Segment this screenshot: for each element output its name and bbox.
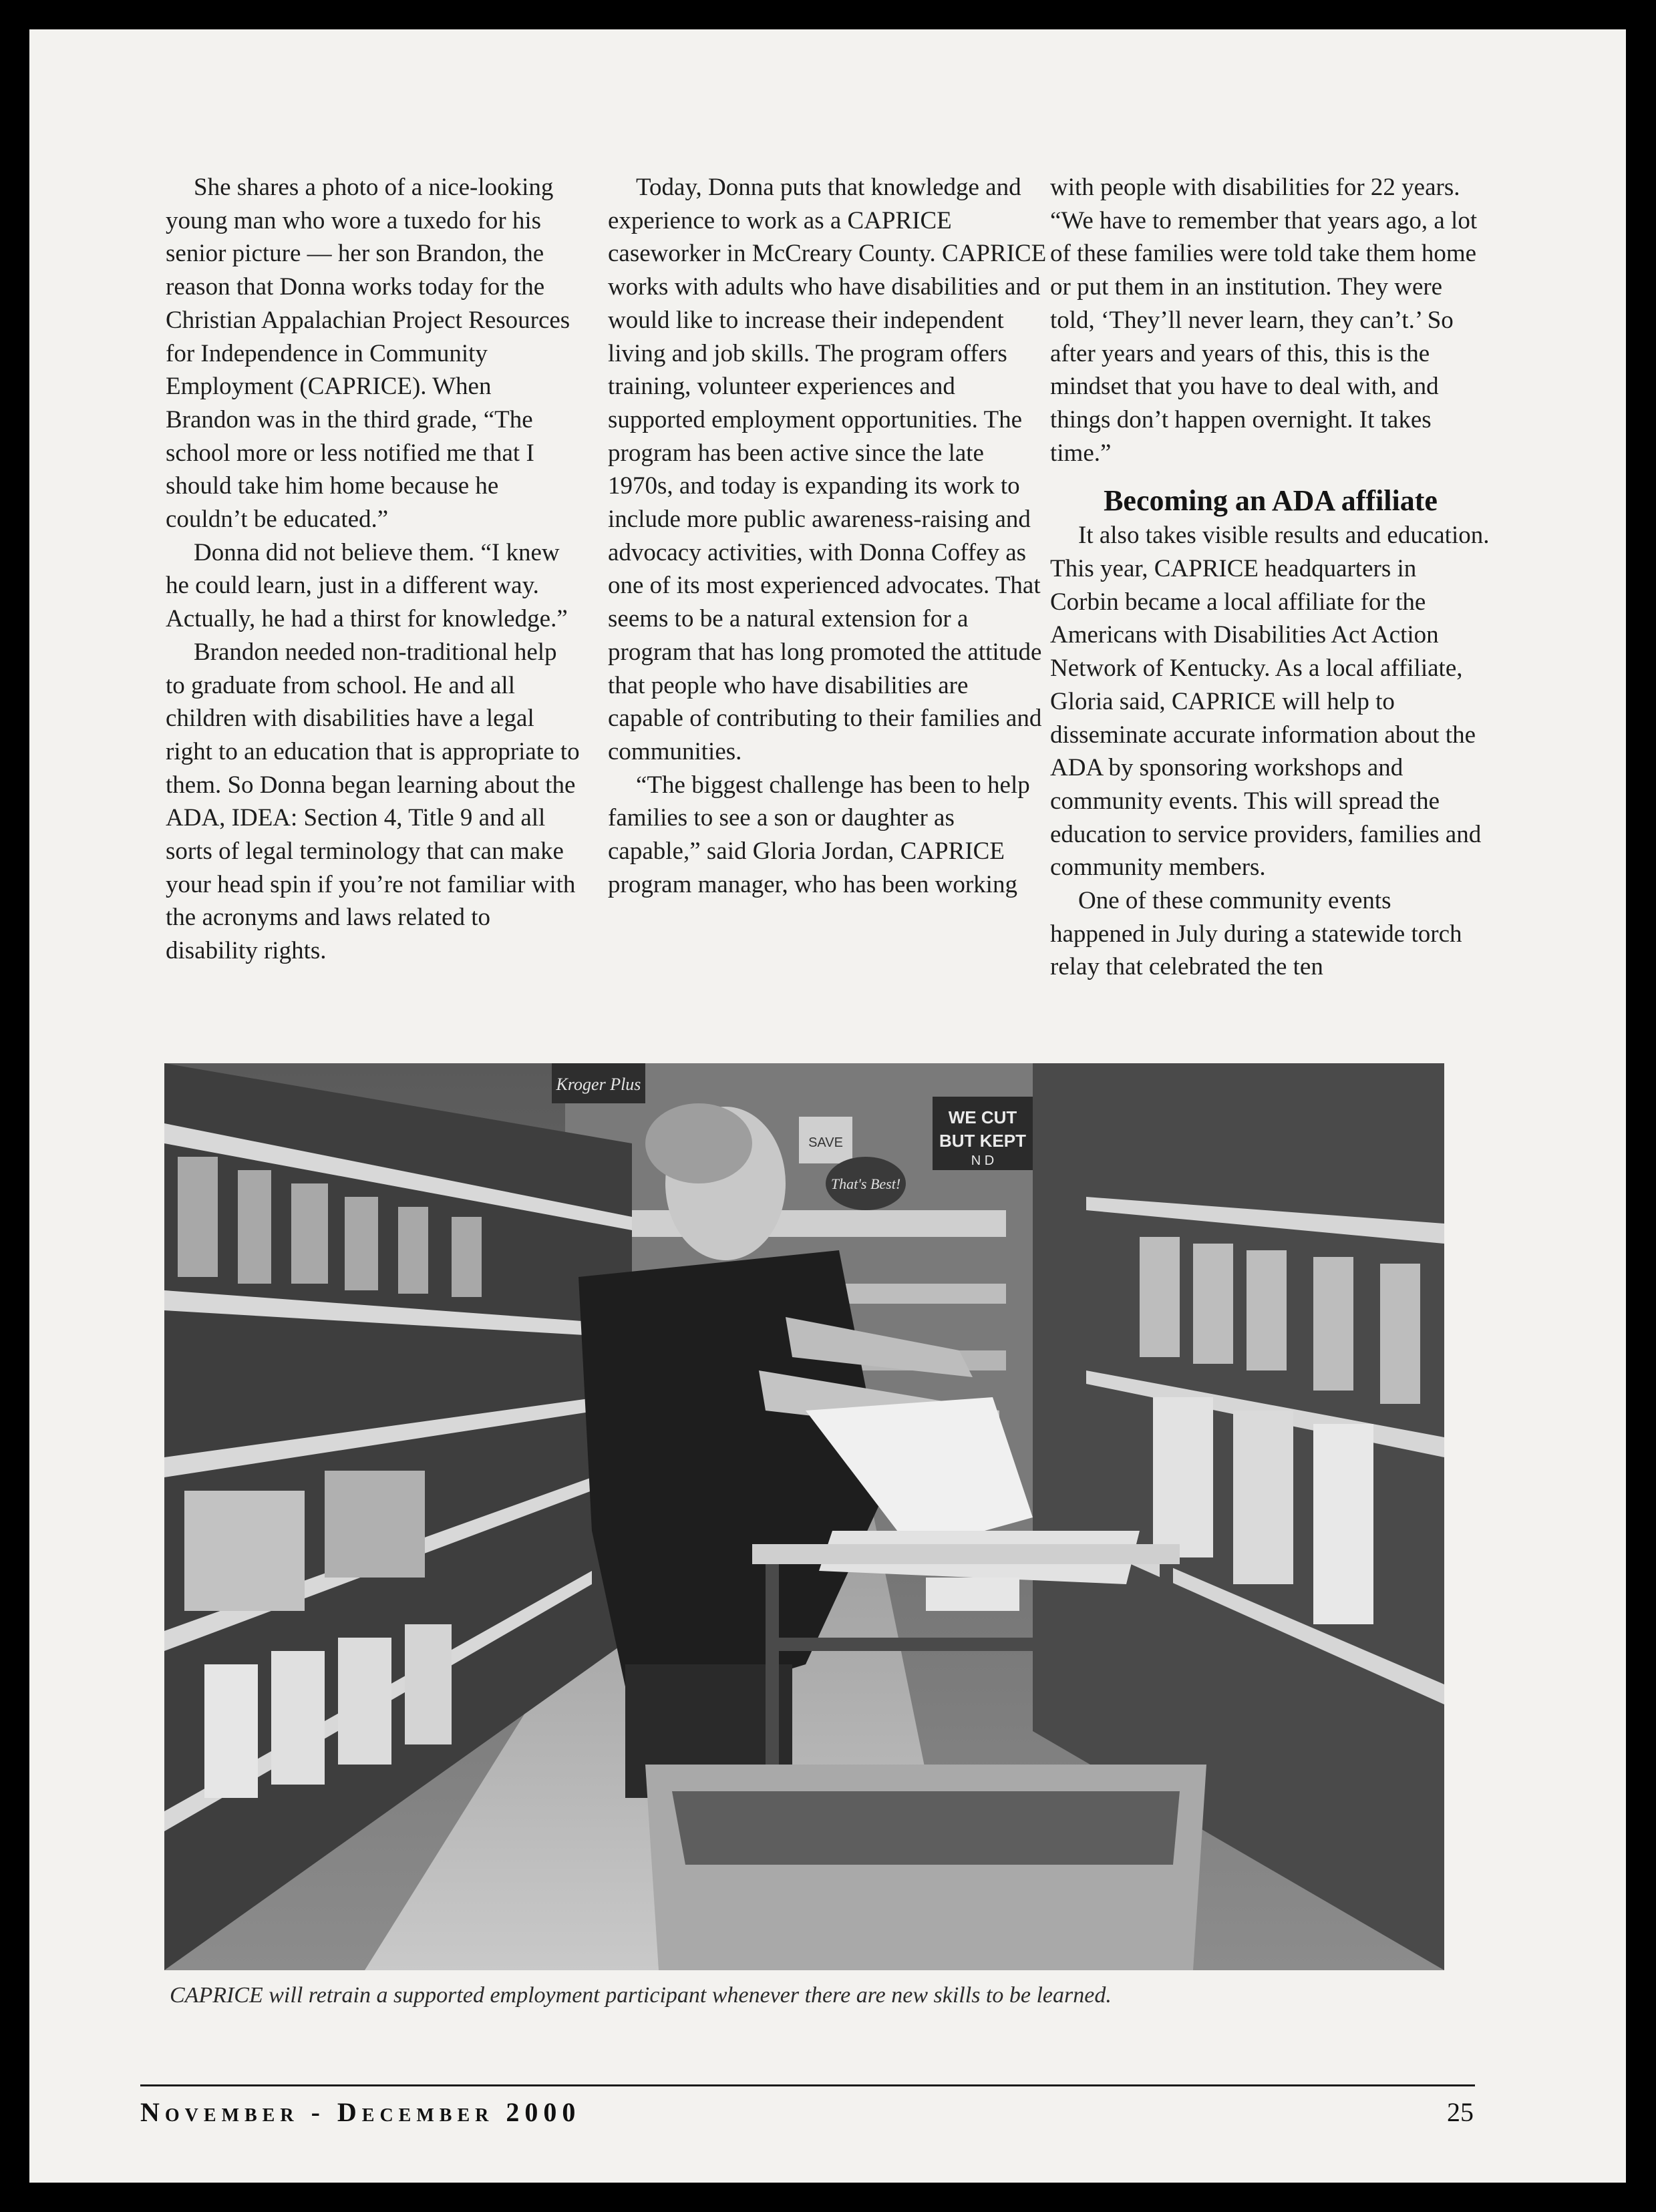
- page-number: 25: [1447, 2097, 1474, 2127]
- paragraph: It also takes visible results and education. This year, CAPRICE headquarters in Corbin became a local affiliate for the Americans with Disabilities Act Action Network of Kentucky. As a local affiliate, Gloria said, CAPRICE will help to disseminate accurate information about the ADA by sponsoring workshops and community events. This will spread the education to service providers, families and community members.: [1050, 522, 1490, 882]
- store-aisle-photo: [164, 1063, 1444, 1970]
- section-heading: Becoming an ADA affiliate: [1104, 484, 1438, 518]
- store-sign: BUT KEPT: [939, 1131, 1026, 1151]
- paragraph: Today, Donna puts that knowledge and experience to work as a CAPRICE caseworker in McCreary County. CAPRICE works with adults who have disabilities and would like to increase their independent living and job skills. The program offers training, volunteer experiences and supported employment opportunities. The program has been active since the late 1970s, and today is expanding its work to include more public awareness-raising and advocacy activities, with Donna Coffey as one of its most experienced advocates. That seems to be a natural extension for a program that has long promoted the attitude that people who have disabilities are capable of contributing to their families and communities.: [608, 174, 1047, 765]
- paragraph: She shares a photo of a nice-looking young man who wore a tuxedo for his senior picture — her son Brandon, the reason that Donna works today for the Christian Appalachian Project Resources for Independence in Community Employment (CAPRICE). When Brandon was in the third grade, “The school more or less notified me that I should take him home because he couldn’t be educated.”: [166, 174, 570, 534]
- store-sign: That's Best!: [830, 1175, 901, 1192]
- paragraph: Donna did not believe them. “I knew he could learn, just in a different way. Actually, he had a thirst for knowledge.”: [166, 538, 568, 633]
- article-column-2: [608, 171, 1049, 901]
- footer-rule: [140, 2084, 1475, 2086]
- article-column-3: [1050, 171, 1491, 984]
- paragraph: “The biggest challenge has been to help families to see a son or daughter as capable,” said Gloria Jordan, CAPRICE program manager, who has been working: [608, 771, 1030, 898]
- photo-caption: CAPRICE will retrain a supported employment participant whenever there are new skills to be learned.: [170, 1983, 1112, 2008]
- issue-date: November - December 2000: [140, 2097, 581, 2127]
- store-sign: WE CUT: [948, 1107, 1017, 1127]
- paragraph: One of these community events happened in July during a statewide torch relay that celebrated the ten: [1050, 887, 1462, 981]
- paragraph: Brandon needed non-traditional help to graduate from school. He and all children with disabilities have a legal right to an education that is appropriate to them. So Donna began learning about the ADA, IDEA: Section 4, Title 9 and all sorts of legal terminology that can make your head spin if you’re not familiar with the acronyms and laws related to disability rights.: [166, 638, 580, 965]
- paragraph: with people with disabilities for 22 years. “We have to remember that years ago, a lot of these families were told take them home or put them in an institution. They were told, ‘They’ll never learn, they can’t.’ So after years and years of this, this is the mindset that you have to deal with, and things don’t happen overnight. It takes time.”: [1050, 174, 1478, 467]
- store-sign: Kroger Plus: [556, 1075, 641, 1094]
- store-sign: N D: [971, 1153, 995, 1168]
- article-column-1: [166, 171, 580, 968]
- store-sign: SAVE: [808, 1135, 843, 1150]
